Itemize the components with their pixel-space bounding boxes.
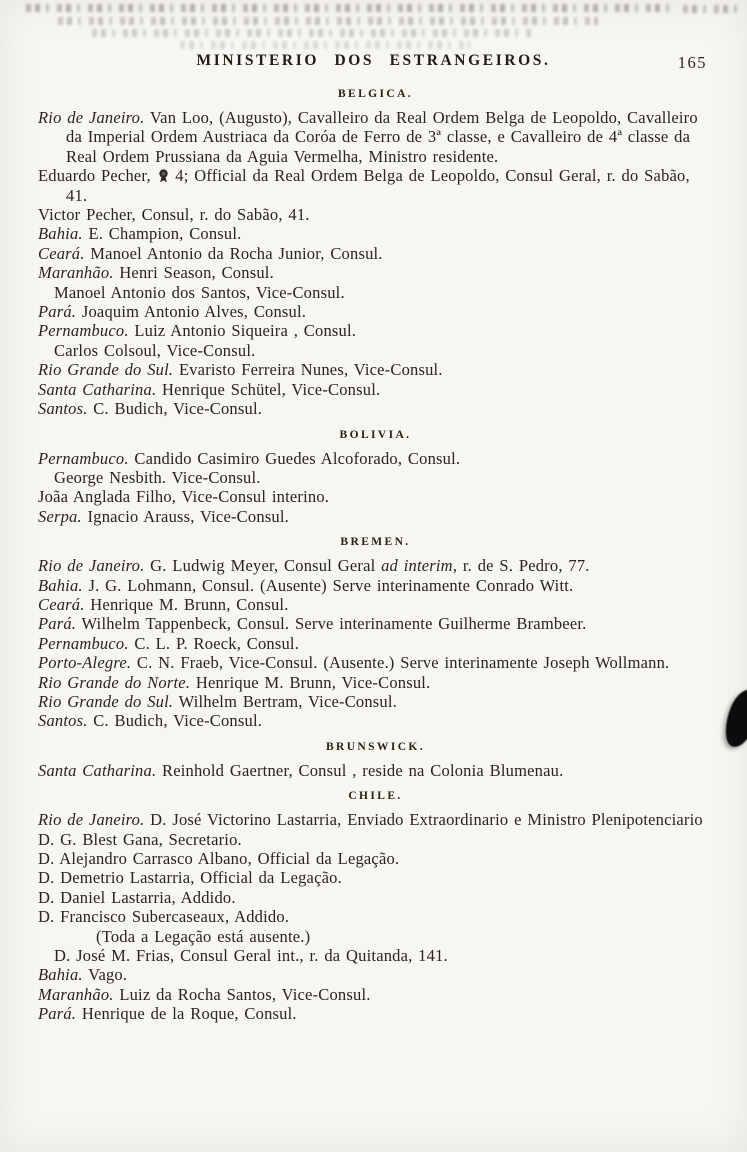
entry-text: Luiz Antonio Siqueira , Consul. [128, 321, 357, 341]
entry-text: E. Champion, Consul. [82, 224, 242, 244]
entry-text: D. José M. Frias, Consul Geral int., r. da Quitanda, 141. [54, 946, 448, 966]
section-heading: BREMEN. [340, 536, 411, 549]
entry-text: D. Francisco Subercaseaux, Addido. [38, 907, 290, 927]
place-name: Santa Catharina. [38, 379, 157, 399]
entry-text: G. Ludwig Meyer, Consul Geral [144, 556, 382, 576]
entry-text: C. N. Fraeb, Vice-Consul. (Ausente.) Serve interinamente Joseph Wollmann. [131, 653, 670, 673]
entry-text: George Nesbith. Vice-Consul. [54, 467, 261, 487]
scan-noise-row [26, 4, 676, 12]
entry-text: Luiz da Rocha Santos, Vice-Consul. [113, 984, 371, 1004]
consul-entry [38, 108, 713, 166]
consul-entry [38, 868, 713, 887]
consul-entry [38, 205, 713, 224]
place-name: Pará. [38, 1004, 77, 1024]
place-name: Maranhão. [38, 984, 114, 1004]
medal-icon [158, 169, 169, 183]
entry-text: D. G. Blest Gana, Secretario. [38, 829, 242, 849]
consul-entry [38, 449, 713, 468]
consul-entry [38, 507, 713, 526]
scan-noise-row [92, 29, 532, 37]
consul-entry [38, 321, 713, 340]
entry-text: (Toda a Legação está ausente.) [96, 926, 311, 946]
consul-entry [38, 849, 713, 868]
place-name: Rio de Janeiro. [38, 556, 145, 576]
entry-text: Henri Season, Consul. [113, 263, 274, 283]
entry-text: , r. de S. Pedro, 77. [452, 556, 590, 576]
section-heading: CHILE. [348, 790, 403, 803]
consul-entry [38, 830, 713, 849]
scan-noise-row [683, 5, 741, 13]
entry-text: D. Demetrio Lastarria, Official da Legação. [38, 868, 342, 888]
place-name: Santa Catharina. [38, 760, 157, 780]
place-name: Santos. [38, 711, 88, 731]
place-name: Maranhão. [38, 263, 114, 283]
consul-entry [38, 673, 713, 692]
place-name: Rio Grande do Sul. [38, 360, 174, 380]
entry-text: Eduardo Pecher, [38, 166, 157, 186]
entry-text: C. Budich, Vice-Consul. [87, 711, 263, 731]
consul-entry [54, 341, 713, 360]
entry-text: Manoel Antonio dos Santos, Vice-Consul. [54, 282, 345, 302]
entry-text: Joaquim Antonio Alves, Consul. [76, 302, 307, 322]
consul-entry [38, 302, 713, 321]
place-name: Bahia. [38, 575, 83, 595]
consul-entry [38, 556, 713, 575]
page-header [0, 52, 747, 74]
page-number: 165 [677, 53, 707, 72]
entry-text: Evaristo Ferreira Nunes, Vice-Consul. [173, 360, 443, 380]
consul-entry [38, 263, 713, 282]
consul-entry [38, 380, 713, 399]
place-name: Rio Grande do Norte. [38, 672, 191, 692]
section-heading: BELGICA. [337, 88, 414, 100]
consul-entry [54, 946, 713, 965]
consul-entry [38, 653, 713, 672]
entry-text: D. Alejandro Carrasco Albano, Official da Legação. [38, 849, 400, 868]
place-name: Bahia. [38, 224, 83, 244]
consul-entry [38, 711, 713, 730]
entry-text: Wilhelm Bertram, Vice-Consul. [173, 691, 397, 711]
entry-text: Henrique de la Roque, Consul. [76, 1004, 297, 1024]
consul-entry [38, 810, 713, 829]
entry-text: Henrique Schütel, Vice-Consul. [156, 379, 381, 399]
place-name: Pernambuco. [38, 448, 129, 468]
consul-entry [38, 576, 713, 595]
consul-entry [38, 1004, 713, 1023]
consul-entry [38, 224, 713, 243]
section-heading: BRUNSWICK. [325, 740, 426, 753]
consul-entry [38, 595, 713, 614]
entry-text: Carlos Colsoul, Vice-Consul. [54, 340, 256, 360]
consul-entry [96, 927, 713, 946]
place-name: Bahia. [38, 965, 83, 985]
consul-entry [38, 888, 713, 907]
consul-entry [38, 614, 713, 633]
entry-text: 4; Official da Real Ordem Belga de Leopoldo, Consul Geral, r. do Sabão, 41. [66, 166, 690, 205]
place-name: Pará. [38, 302, 77, 322]
entry-text: Van Loo, (Augusto), Cavalleiro da Real Ordem Belga de Leopoldo, Cavalleiro da Imperial Ordem Austriaca da Coróa de Ferro de 3ª classe, e Cavalleiro de 4ª classe da Real Ordem Prussiana da Aguia Vermelha, Ministro residente. [66, 108, 698, 166]
entry-text: Henrique M. Brunn, Consul. [84, 594, 289, 614]
entry-text: C. L. P. Roeck, Consul. [128, 633, 300, 653]
section-heading: BOLIVIA. [339, 428, 412, 441]
place-name: Pará. [38, 614, 77, 634]
consul-entry [38, 360, 713, 379]
consul-entry [54, 283, 713, 302]
place-name: Pernambuco. [38, 633, 129, 653]
consul-entry [38, 487, 713, 506]
entry-text: Wilhelm Tappenbeck, Consul. Serve interinamente Guilherme Brambeer. [76, 614, 587, 634]
scan-noise-top [0, 0, 747, 52]
place-name: Rio Grande do Sul. [38, 691, 174, 711]
entry-text: J. G. Lohmann, Consul. (Ausente) Serve interinamente Conrado Witt. [82, 575, 574, 595]
entry-text: C. Budich, Vice-Consul. [87, 399, 263, 419]
place-name: Rio de Janeiro. [38, 810, 145, 830]
entry-text: D. José Victorino Lastarria, Enviado Extraordinario e Ministro Plenipotenciario [144, 810, 703, 830]
consul-entry [38, 166, 713, 205]
consul-entry [38, 965, 713, 984]
consul-entry [38, 985, 713, 1004]
entry-text: Manoel Antonio da Rocha Junior, Consul. [84, 243, 383, 263]
place-name: Ceará. [38, 594, 85, 614]
entry-text: Reinhold Gaertner, Consul , reside na Colonia Blumenau. [156, 760, 564, 780]
place-name: Porto-Alegre. [38, 653, 132, 673]
place-name: ad interim [381, 556, 453, 576]
entry-text: Victor Pecher, Consul, r. do Sabão, 41. [38, 205, 310, 225]
sections [0, 74, 747, 1024]
entry-text: Ignacio Arauss, Vice-Consul. [81, 506, 289, 526]
scan-noise-row [58, 17, 598, 25]
place-name: Pernambuco. [38, 321, 129, 341]
entry-text: Candido Casimiro Guedes Alcoforado, Consul. [128, 448, 461, 468]
consul-entry [38, 634, 713, 653]
consul-entry [38, 399, 713, 418]
consul-entry [38, 907, 713, 926]
scan-noise-row [180, 41, 470, 49]
page-title: MINISTERIO DOS ESTRANGEIROS. [196, 52, 551, 69]
entry-text: Henrique M. Brunn, Vice-Consul. [190, 672, 431, 692]
consul-entry [38, 761, 713, 780]
consul-entry [38, 244, 713, 263]
consul-entry [54, 468, 713, 487]
entry-text: Joãa Anglada Filho, Vice-Consul interino. [38, 487, 330, 507]
entry-text: Vago. [82, 965, 128, 985]
place-name: Ceará. [38, 243, 85, 263]
place-name: Serpa. [38, 506, 82, 526]
entry-text: D. Daniel Lastarria, Addido. [38, 887, 236, 907]
place-name: Santos. [38, 399, 88, 419]
consul-entry [38, 692, 713, 711]
place-name: Rio de Janeiro. [38, 108, 145, 127]
